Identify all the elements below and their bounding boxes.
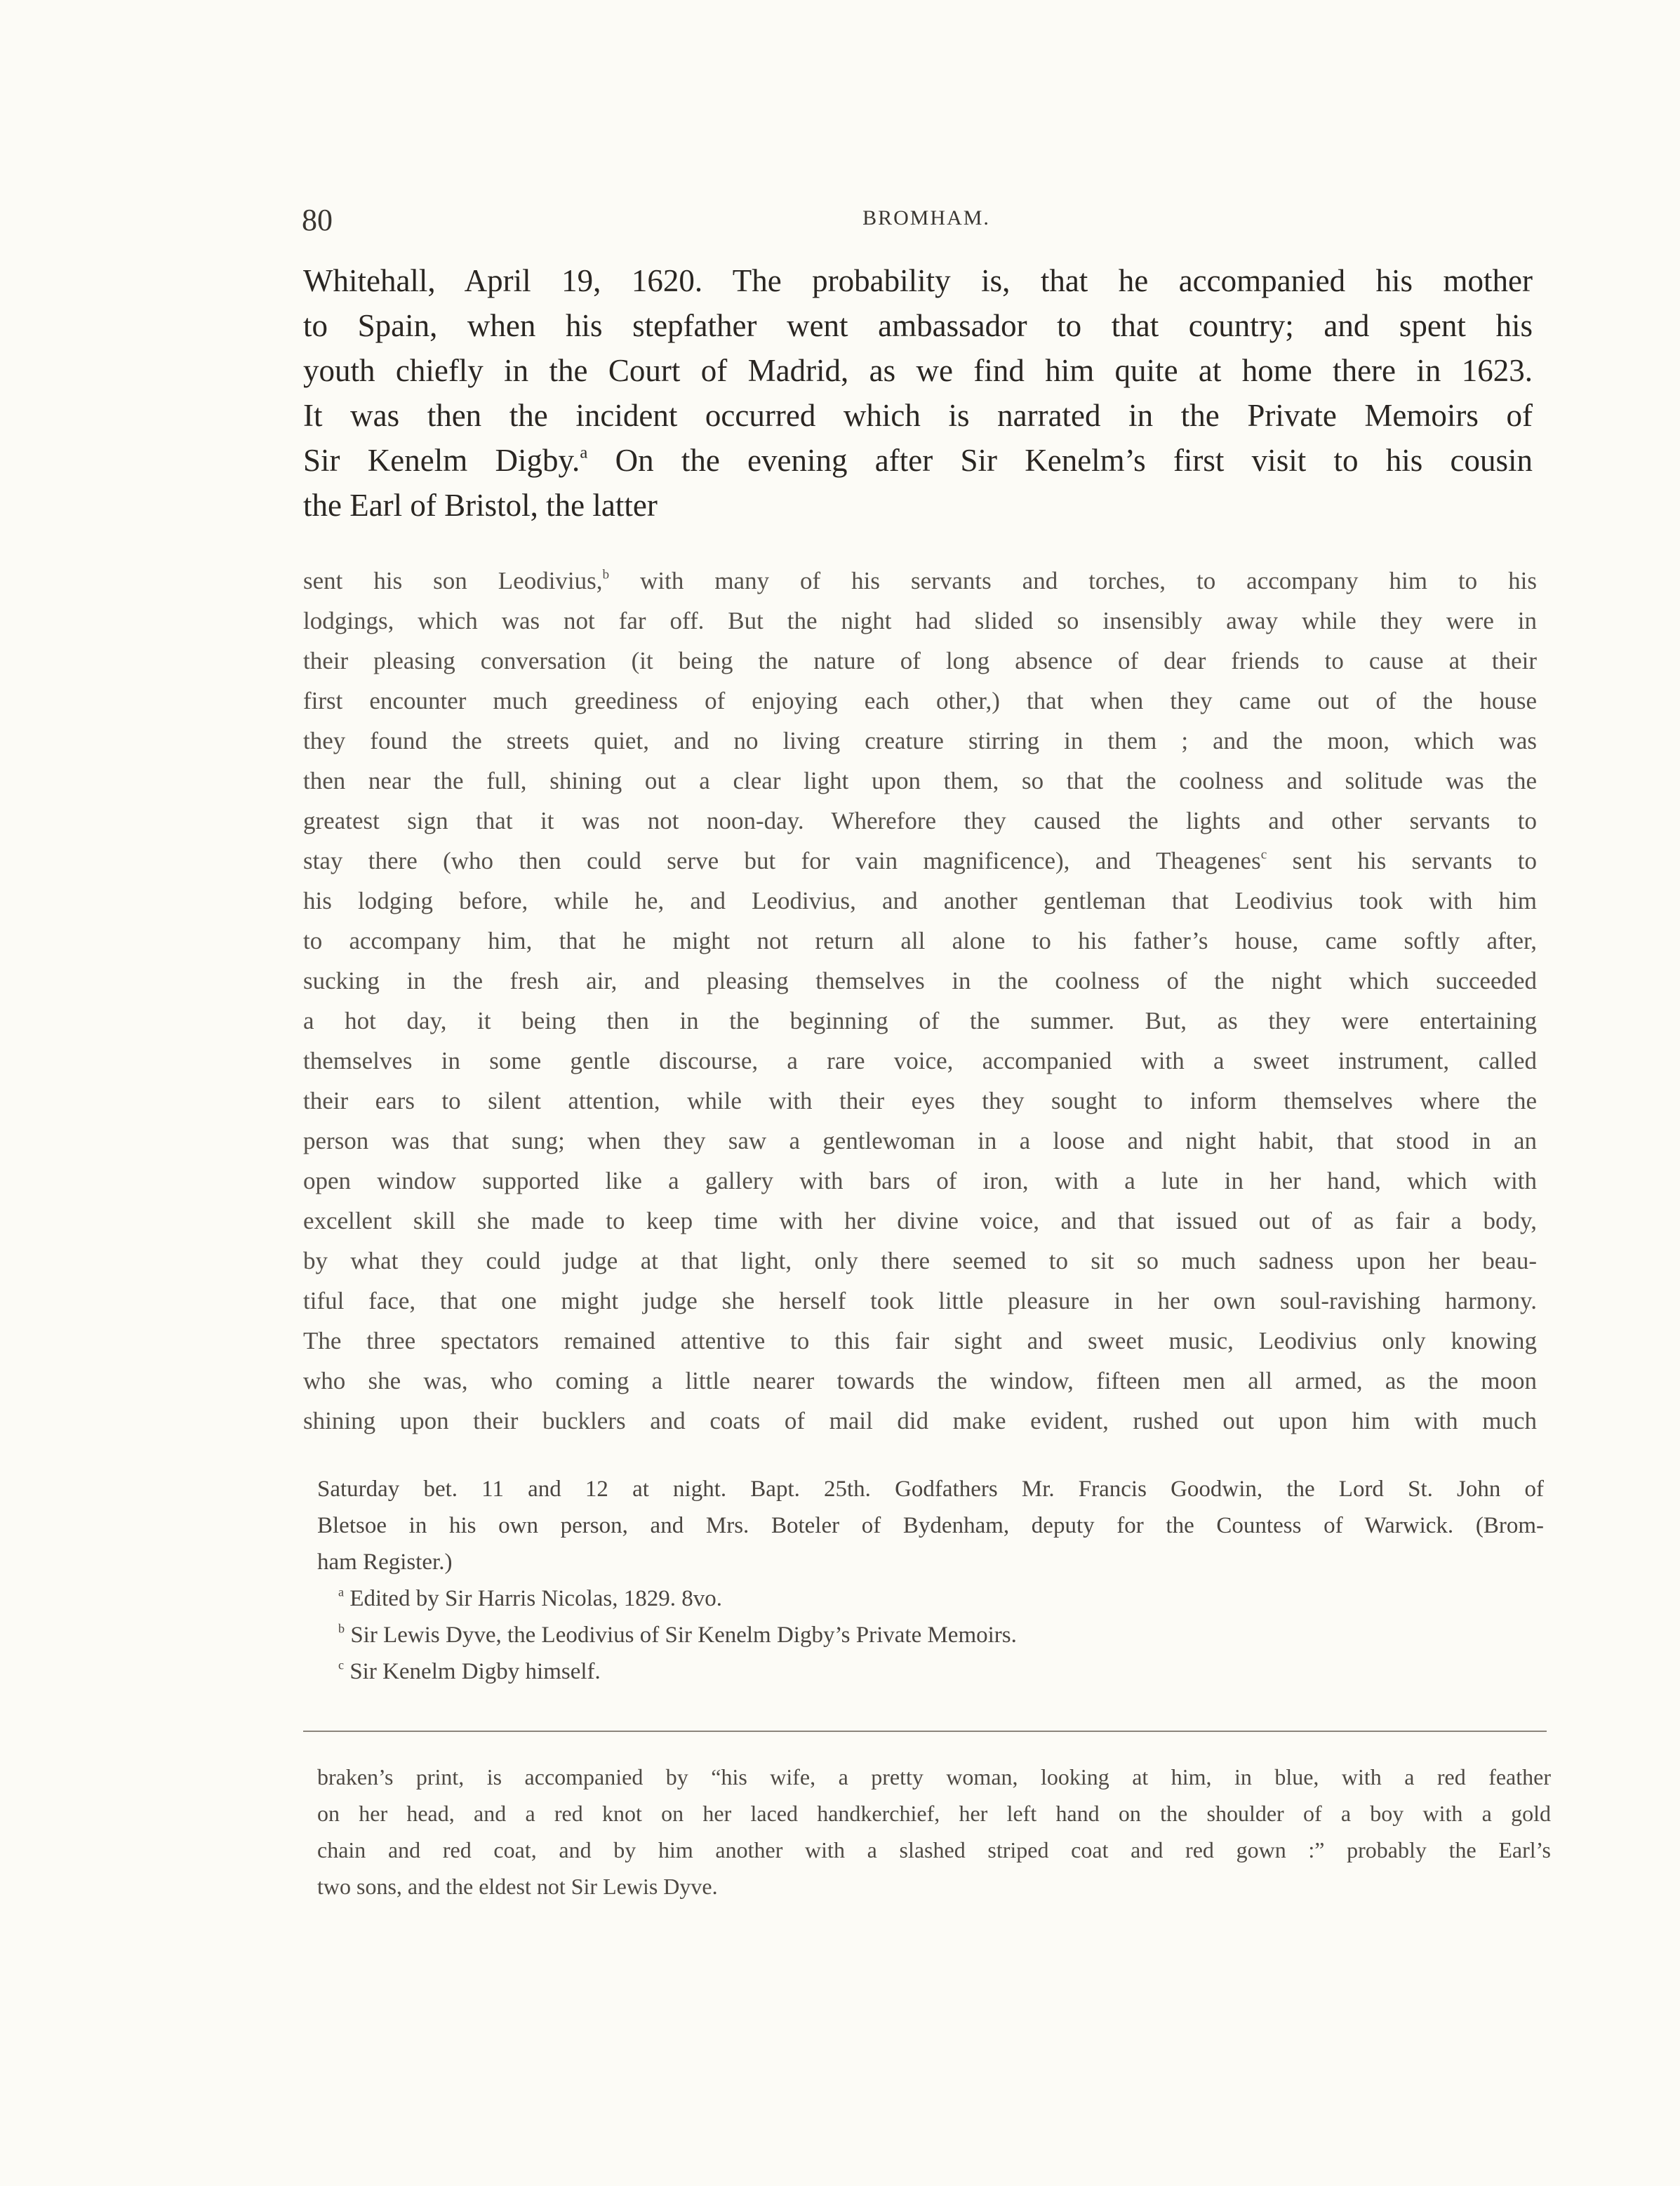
footnote-marker: b	[338, 1621, 345, 1636]
main-line-text: On the evening after Sir Kenelm’s first visit to his cousin	[587, 443, 1533, 478]
main-line: youth chiefly in the Court of Madrid, as we find him quite at home there in 1623.	[303, 353, 1533, 388]
main-line: It was then the incident occurred which is narrated in the Private Memoirs of	[303, 398, 1533, 433]
quote-line: shining upon their bucklers and coats of mail did make evident, rushed out upon him with much	[303, 1407, 1537, 1434]
footnote-text: Sir Lewis Dyve, the Leodivius of Sir Kenelm Digby’s Private Memoirs.	[345, 1622, 1017, 1648]
footnote-marker: a	[338, 1585, 345, 1599]
quote-line: greatest sign that it was not noon-day. Wherefore they caused the lights and other servants to	[303, 807, 1537, 834]
quote-line: to accompany him, that he might not return all alone to his father’s house, came softly after,	[303, 927, 1537, 954]
quote-line: his lodging before, while he, and Leodivius, and another gentleman that Leodivius took with him	[303, 887, 1537, 914]
footnote-line: Saturday bet. 11 and 12 at night. Bapt. 25th. Godfathers Mr. Francis Goodwin, the Lord St. John of	[317, 1477, 1544, 1502]
footnote-line: Bletsoe in his own person, and Mrs. Boteler of Bydenham, deputy for the Countess of Warwick. (Brom-	[317, 1513, 1544, 1538]
quote-line: they found the streets quiet, and no living creature stirring in them ; and the moon, which was	[303, 727, 1537, 754]
footnote-marker: c	[1260, 847, 1267, 862]
quote-line: their ears to silent attention, while with their eyes they sought to inform themselves where the	[303, 1087, 1537, 1114]
main-line-text: Sir Kenelm Digby.	[303, 443, 580, 478]
footnote-line: ham Register.)	[317, 1549, 453, 1575]
quote-line: lodgings, which was not far off. But the night had slided so insensibly away while they were in	[303, 607, 1537, 634]
footnote-text: Sir Kenelm Digby himself.	[344, 1659, 601, 1684]
quote-line: a hot day, it being then in the beginning of the summer. But, as they were entertaining	[303, 1007, 1537, 1034]
footnote-b	[338, 1622, 1017, 1648]
quote-line-text: sent his servants to	[1267, 847, 1537, 874]
quote-line: themselves in some gentle discourse, a rare voice, accompanied with a sweet instrument, called	[303, 1047, 1537, 1074]
note-line: chain and red coat, and by him another with a slashed striped coat and red gown :” probably the Earl’s	[317, 1837, 1551, 1862]
page-header	[302, 202, 1551, 244]
divider-rule	[303, 1731, 1547, 1732]
quote-line: The three spectators remained attentive to this fair sight and sweet music, Leodivius only knowing	[303, 1327, 1537, 1354]
quote-line-text: sent his son Leodivius,	[303, 567, 603, 594]
footnote-marker: c	[338, 1658, 345, 1672]
quote-line-text: with many of his servants and torches, to accompany him to his	[609, 567, 1537, 594]
footnote-c	[338, 1659, 601, 1685]
main-line: to Spain, when his stepfather went ambassador to that country; and spent his	[303, 308, 1533, 343]
quote-line: open window supported like a gallery with bars of iron, with a lute in her hand, which with	[303, 1167, 1537, 1194]
note-line: two sons, and the eldest not Sir Lewis Dyve.	[317, 1874, 718, 1899]
page-number: 80	[302, 203, 333, 237]
main-line: Whitehall, April 19, 1620. The probability is, that he accompanied his mother	[303, 263, 1533, 298]
main-line: the Earl of Bristol, the latter	[303, 488, 658, 523]
quote-line: first encounter much greediness of enjoying each other,) that when they came out of the house	[303, 687, 1537, 714]
quote-line-text: stay there (who then could serve but for vain magnificence), and Theagenes	[303, 847, 1261, 874]
quote-line: then near the full, shining out a clear light upon them, so that the coolness and solitude was the	[303, 767, 1537, 794]
footnote-marker: a	[580, 443, 588, 462]
note-line: on her head, and a red knot on her laced handkerchief, her left hand on the shoulder of a boy with a gold	[317, 1801, 1551, 1826]
quote-line: person was that sung; when they saw a gentlewoman in a loose and night habit, that stood in an	[303, 1127, 1537, 1154]
footnote-a	[338, 1586, 722, 1612]
quote-line: excellent skill she made to keep time with her divine voice, and that issued out of as fair a body,	[303, 1207, 1537, 1234]
footnote-text: Edited by Sir Harris Nicolas, 1829. 8vo.	[344, 1586, 722, 1611]
quote-line: who she was, who coming a little nearer towards the window, fifteen men all armed, as the moon	[303, 1367, 1537, 1394]
quote-line: sucking in the fresh air, and pleasing themselves in the coolness of the night which succeeded	[303, 967, 1537, 994]
quote-line: their pleasing conversation (it being the nature of long absence of dear friends to cause at their	[303, 647, 1537, 674]
quote-line: tiful face, that one might judge she herself took little pleasure in her own soul-ravishing harmony.	[303, 1287, 1537, 1314]
quote-line	[303, 567, 1537, 595]
footnote-marker: b	[602, 567, 610, 582]
running-title: BROMHAM.	[862, 206, 990, 229]
note-line: braken’s print, is accompanied by “his wife, a pretty woman, looking at him, in blue, with a red feather	[317, 1764, 1551, 1790]
quote-line	[303, 847, 1537, 875]
main-line	[303, 442, 1533, 479]
quote-line: by what they could judge at that light, only there seemed to sit so much sadness upon her beau-	[303, 1247, 1537, 1274]
